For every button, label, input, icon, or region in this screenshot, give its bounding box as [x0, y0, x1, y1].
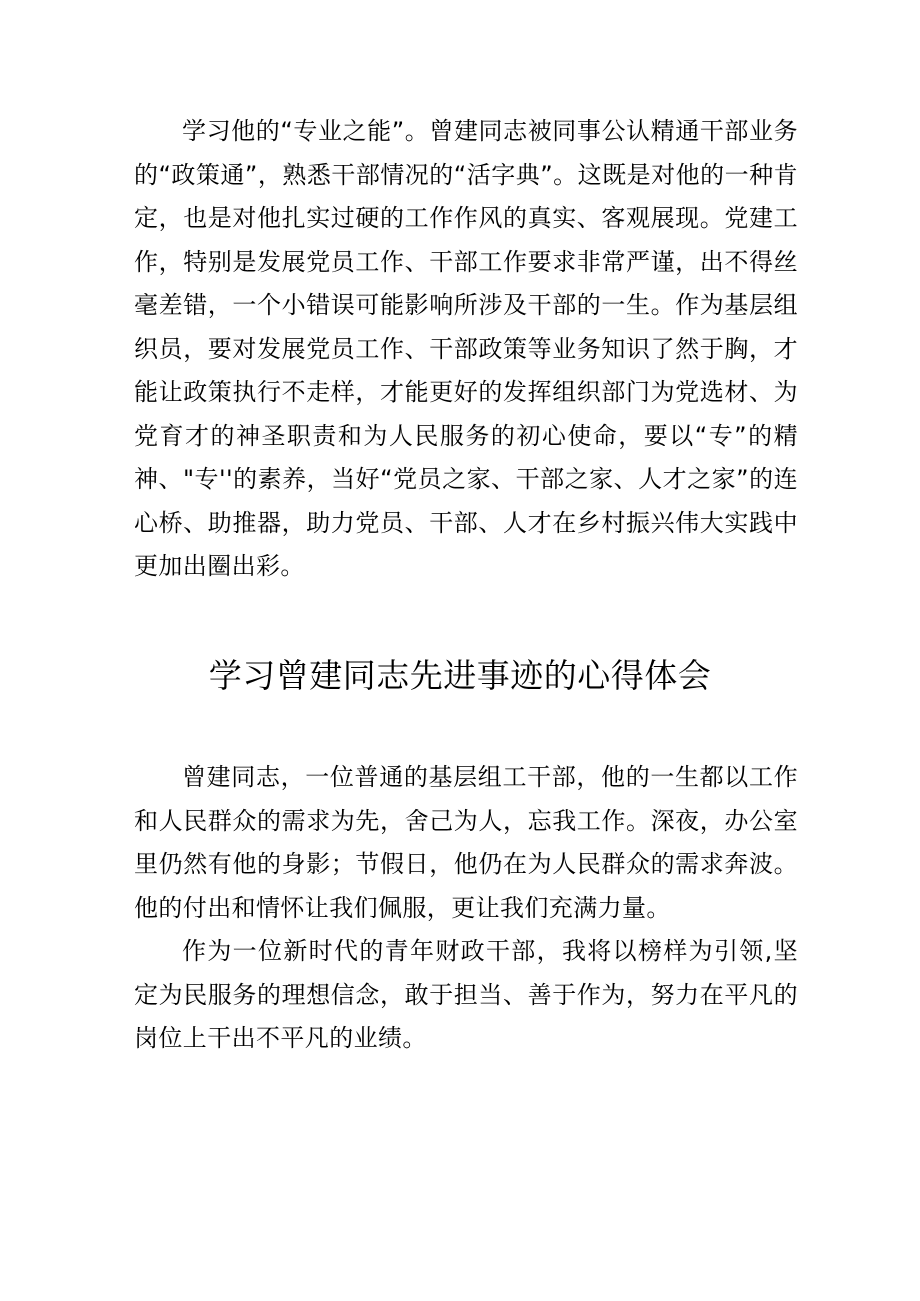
section-1	[134, 110, 798, 589]
section-2	[134, 756, 798, 1061]
section-title: 学习曾建同志先进事迹的心得体会	[208, 656, 712, 695]
paragraph: 曾建同志，一位普通的基层组工干部，他的一生都以工作和人民群众的需求为先，舍己为人，忘我工作。深夜，办公室里仍然有他的身影；节假日，他仍在为人民群众的需求奔波。他的付出和情怀让我们佩服，更让我们充满力量。	[134, 763, 798, 922]
paragraph: 作为一位新时代的青年财政干部，我将以榜样为引领,坚定为民服务的理想信念，敢于担当、善于作为，努力在平凡的岗位上干出不平凡的业绩。	[134, 937, 798, 1052]
paragraph: 学习他的“专业之能”。曾建同志被同事公认精通干部业务的“政策通”，熟悉干部情况的“活字典”。这既是对他的一种肯定，也是对他扎实过硬的工作作风的真实、客观展现。党建工作，特别是发展党员工作、干部工作要求非常严谨，出不得丝毫差错，一个小错误可能影响所涉及干部的一生。作为基层组织员，要对发展党员工作、干部政策等业务知识了然于胸，才能让政策执行不走样，才能更好的发挥组织部门为党选材、为党育才的神圣职责和为人民服务的初心使命，要以“专”的精神、"专''的素养，当好“党员之家、干部之家、人才之家”的连心桥、助推器，助力党员、干部、人才在乡村振兴伟大实践中更加出圈出彩。	[134, 117, 798, 580]
